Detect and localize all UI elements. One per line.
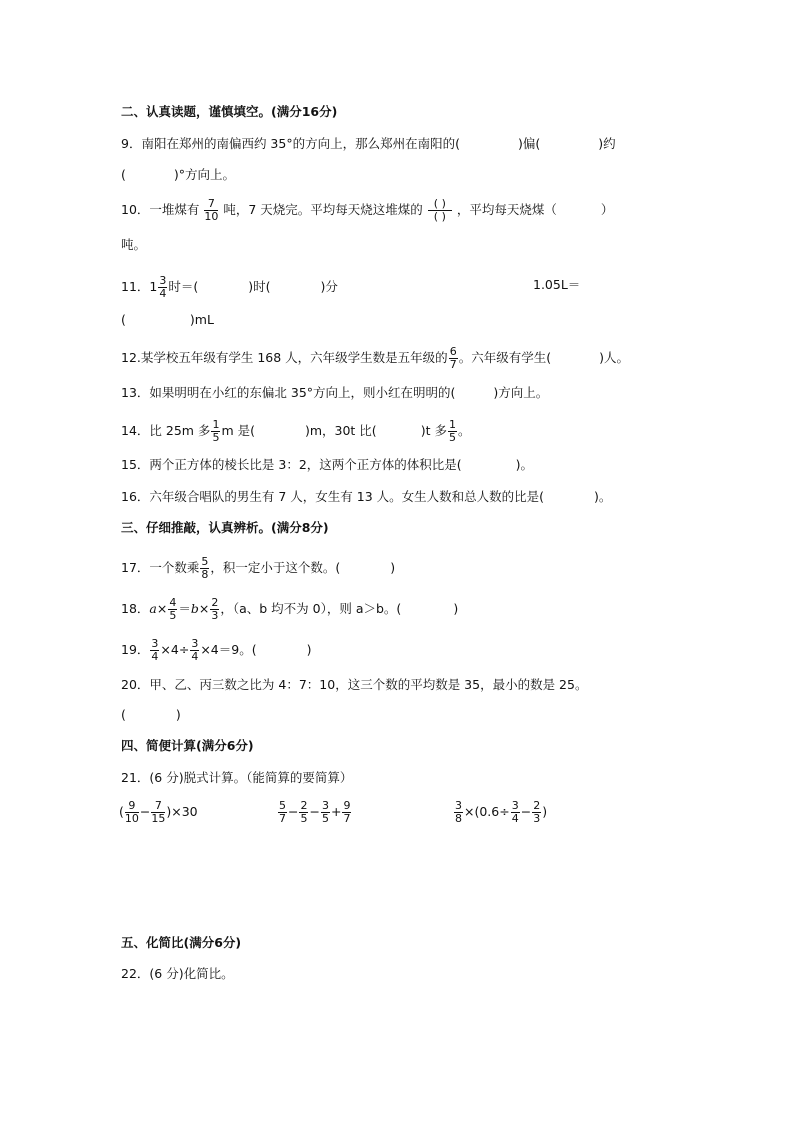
expression-1: ( $\frac{9}{10}$ − $\frac{7}{15}$ )×30 [119, 799, 198, 825]
question-11-line-2: ( )mL [121, 312, 214, 327]
fraction: $\frac{1}{5}$ [212, 418, 220, 444]
question-18: 18．a× $\frac{4}{5}$ ＝b× $\frac{2}{3}$ ，（a、b 均不为 0），则 a＞b。( ) [121, 596, 459, 622]
fraction: $\frac{2}{3}$ [211, 596, 219, 622]
blank-fraction: ( ) ( ) [428, 198, 452, 223]
fraction: $\frac{1}{5}$ [448, 418, 456, 444]
question-12: 12.某学校五年级有学生 168 人，六年级学生数是五年级的 $\frac{6}{7}$ 。六年级有学生( )人。 [121, 345, 629, 371]
fraction: $\frac{2}{5}$ [300, 799, 308, 825]
question-11-volume: 1.05L＝ [533, 277, 581, 292]
question-15: 15．两个正方体的棱长比是 3：2，这两个正方体的体积比是( )。 [121, 457, 534, 472]
question-16: 16．六年级合唱队的男生有 7 人，女生有 13 人。女生人数和总人数的比是( )。 [121, 489, 612, 504]
question-21: 21．(6 分)脱式计算。（能简算的要简算） [121, 770, 353, 785]
question-14: 14．比 25m 多 $\frac{1}{5}$ m 是( )m，30t 比( )t 多 $\frac{1}{5}$ 。 [121, 418, 471, 444]
expression-3: $\frac{3}{8}$ ×(0.6÷ $\frac{3}{4}$ − $\frac{2}{3}$ ) [455, 799, 548, 825]
question-10-line-2: 吨。 [121, 237, 147, 252]
question-22: 22．(6 分)化简比。 [121, 966, 234, 981]
section-4-title: 四、简便计算(满分6分) [121, 738, 254, 753]
question-17: 17．一个数乘 $\frac{5}{8}$ ，积一定小于这个数。( ) [121, 555, 396, 581]
fraction: $\frac{3}{4}$ [159, 274, 167, 300]
fraction: $\frac{6}{7}$ [449, 345, 457, 371]
section-5-title: 五、化简比(满分6分) [121, 935, 242, 950]
question-13: 13．如果明明在小红的东偏北 35°方向上，则小红在明明的( )方向上。 [121, 385, 549, 400]
fraction: $\frac{3}{4}$ [511, 799, 519, 825]
fraction: $\frac{7}{10}$ [204, 197, 219, 223]
fraction: $\frac{3}{5}$ [321, 799, 329, 825]
fraction: $\frac{9}{10}$ [124, 799, 139, 825]
fraction: $\frac{4}{5}$ [169, 596, 177, 622]
question-11: 11．1 $\frac{3}{4}$ 时＝( )时( )分 [121, 274, 338, 300]
question-19: 19． $\frac{3}{4}$ ×4÷ $\frac{3}{4}$ ×4＝9。( ) [121, 637, 312, 663]
question-20: 20．甲、乙、丙三数之比为 4：7：10，这三个数的平均数是 35，最小的数是 25。 [121, 677, 588, 692]
fraction: $\frac{2}{3}$ [533, 799, 541, 825]
fraction: $\frac{5}{7}$ [279, 799, 286, 825]
fraction: $\frac{3}{4}$ [151, 637, 159, 663]
fraction: $\frac{3}{4}$ [191, 637, 199, 663]
fraction: $\frac{5}{8}$ [201, 555, 209, 581]
expression-2: $\frac{5}{7}$ − $\frac{2}{5}$ − $\frac{3}{5}$ + $\frac{9}{7}$ [279, 799, 351, 825]
fraction: $\frac{3}{8}$ [455, 799, 462, 825]
section-3-title: 三、仔细推敲，认真辨析。(满分8分) [121, 520, 329, 535]
fraction: $\frac{7}{15}$ [151, 799, 166, 825]
question-9-line-1: 9．南阳在郑州的南偏西约 35°的方向上，那么郑州在南阳的( )偏( )约 [121, 136, 616, 151]
section-2-title: 二、认真读题，谨慎填空。(满分16分) [121, 104, 338, 119]
question-20-line-2: ( ) [121, 707, 181, 722]
question-10: 10．一堆煤有 $\frac{7}{10}$ 吨，7 天烧完。平均每天烧这堆煤的 ( ) ( ) ，平均每天烧煤（ ） [121, 197, 614, 223]
fraction: $\frac{9}{7}$ [343, 799, 351, 825]
question-9-line-2: ( )°方向上。 [121, 167, 236, 182]
